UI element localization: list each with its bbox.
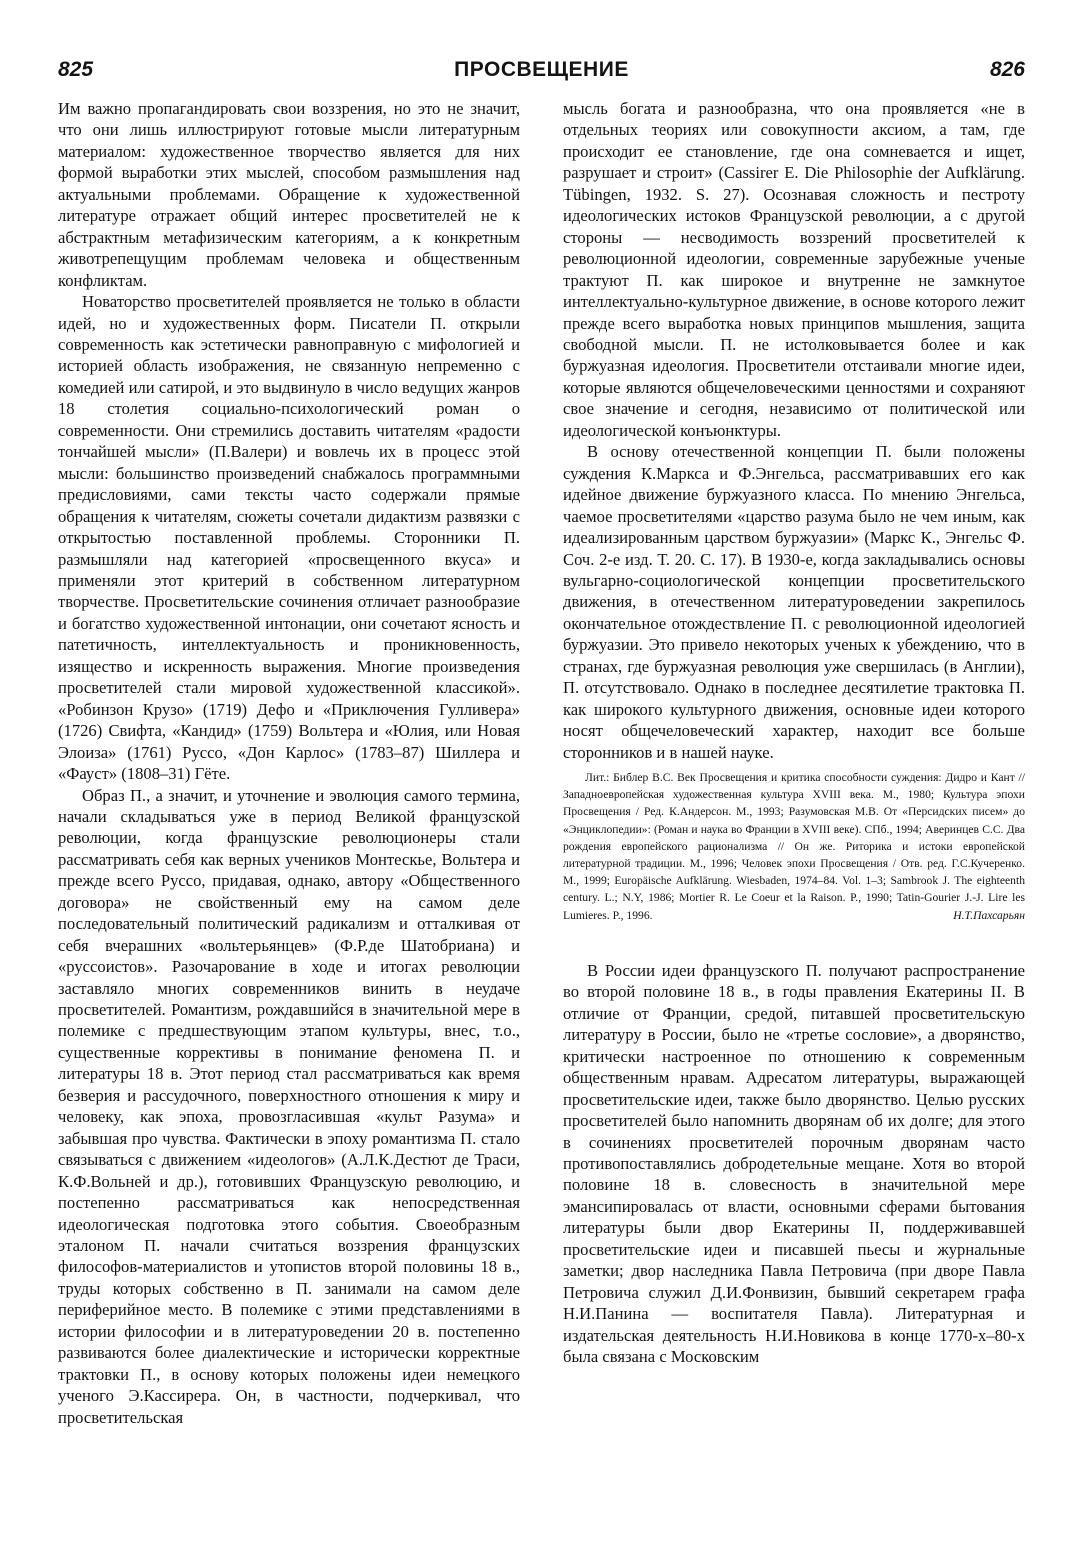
text-columns xyxy=(58,98,1025,1428)
article-author: Н.Т.Пахсарьян xyxy=(953,908,1025,922)
section-gap xyxy=(563,924,1025,960)
paragraph: мысль богата и разнообразна, что она проявляется «не в отдельных теориях или совокупности аксиом, а там, где происходит ее становление, где она сомневается и ищет, разрушает и строит» (Cassirer E. Die Philosophie der Aufklärung. Tübingen, 1932. S. 27). Осознавая сложность и пестроту идеологических истоков Французской революции, а с другой стороны — несводимость воззрений просветителей к революционной идеологии, современные зарубежные ученые трактуют П. как широкое и внутренне не замкнутое интеллектуально-культурное движение, в основе которого лежит прежде всего выработка новых принципов мышления, защита свободной мысли. П. не истолковывается более и как буржуазная идеология. Просветители отстаивали многие идеи, которые являются общечеловеческими ценностями и сохраняют свое значение и сегодня, независимо от политической или идеологической конъюнктуры. xyxy=(563,99,1025,440)
paragraph: В России идеи французского П. получают распространение во второй половине 18 в., в годы правления Екатерины II. В отличие от Франции, средой, питавшей просветительскую литературу в России, было не «третье сословие», а дворянство, критически настроенное по отношению к современным общественным нравам. Адресатом литературы, выражающей просветительские идеи, также было дворянство. Целью русских просветителей было напомнить дворянам об их долге; для этого в сочинениях просветителей порочным дворянам часто противопоставлялись добродетельные мещане. Хотя во второй половине 18 в. словесность в значительной мере эмансипировалась от власти, основными сферами бытования литературы были двор Екатерины II, поддерживавшей просветительские идеи и писавшей пьесы и журнальные заметки; двор наследника Павла Петровича (при дворе Павла Петровича служил Д.И.Фонвизин, бывший секретарем графа Н.И.Панина — воспитателя Павла). Литературная и издательская деятельность Н.И.Новикова в конце 1770-х–80-х была связана с Московским xyxy=(563,960,1025,1367)
paragraph: Им важно пропагандировать свои воззрения, но это не значит, что они лишь иллюстрируют готовые мысли литературным материалом: художественное творчество является для них формой выработки этих мыслей, способом размышления над актуальными проблемами. Обращение к художественной литературе отражает общий интерес просветителей не к абстрактным метафизическим категориям, а к конкретным животрепещущим проблемам человека и общественным конфликтам. xyxy=(58,99,520,290)
left-column xyxy=(58,98,520,1428)
right-column xyxy=(563,98,1025,1428)
page-number-left: 825 xyxy=(58,58,94,81)
page-header xyxy=(58,58,1025,88)
paragraph: В основу отечественной концепции П. были положены суждения К.Маркса и Ф.Энгельса, рассматривавших его как идейное движение буржуазного класса. По мнению Энгельса, чаемое просветителями «царство разума было не чем иным, как идеализированным царством буржуазии» (Маркс К., Энгельс Ф. Соч. 2-е изд. Т. 20. С. 17). В 1930-е, когда закладывались основы вульгарно-социологической концепции просветительского движения, в отечественном литературоведении закрепилось окончательное отождествление П. с революционной идеологией буржуазии. Это привело некоторых ученых к убеждению, что в странах, где буржуазная революция уже свершилась (в Англии), П. отсутствовало. Однако в последнее десятилетие трактовка П. как широкого культурного движения, основные идеи которого носят общечеловеческий характер, находит все больше сторонников и в нашей науке. xyxy=(563,442,1025,762)
paragraph: Новаторство просветителей проявляется не только в области идей, но и художественных форм. Писатели П. открыли современность как эстетически равноправную с мифологией и историей область изображения, не связанную непременно с комедией или сатирой, и это выдвинуло в число ведущих жанров 18 столетия социально-психологический роман о современности. Они стремились доставить читателям «радости тончайшей мысли» (П.Валери) и вовлечь их в процесс этой мысли: большинство произведений снабжалось программными предисловиями, сами тексты часто содержали прямые обращения к читателям, сюжеты сочетали дидактизм развязки с открытостью поставленной проблемы. Сторонники П. размышляли над категорией «просвещенного вкуса» и применяли этот критерий в собственном литературном творчестве. Просветительские сочинения отличает разнообразие и богатство художественной интонации, они сочетают ясность и патетичность, интеллектуальность и проникновенность, изящество и искренность выражения. Многие произведения просветителей стали мировой художественной классикой». «Робинзон Крузо» (1719) Дефо и «Приключения Гулливера» (1726) Свифта, «Кандид» (1759) Вольтера и «Юлия, или Новая Элоиза» (1761) Руссо, «Дон Карлос» (1783–87) Шиллера и «Фауст» (1808–31) Гёте. xyxy=(58,292,520,784)
literature-references xyxy=(563,769,1025,924)
literature-text: Лит.: Библер В.С. Век Просвещения и критика способности суждения: Дидро и Кант // Западноевропейская художественная культура XVIII века. М., 1980; Культура эпохи Просвещения / Ред. К.Андерсон. М., 1993; Разумовская М.В. От «Персидских писем» до «Энциклопедии»: (Роман и наука во Франции в XVIII веке). СПб., 1994; Аверинцев С.С. Два рождения европейского рационализма // Он же. Риторика и истоки европейской литературной традиции. М., 1996; Человек эпохи Просвещения / Отв. ред. Г.С.Кучеренко. М., 1999; Europäische Aufklärung. Wiesbaden, 1974–84. Vol. 1–3; Sambrook J. The eighteenth century. L.; N.Y, 1986; Mortier R. Le Coeur et la Raison. P., 1990; Tatin-Gourier J.-J. Lire les Lumieres. P., 1996. xyxy=(563,771,1025,922)
page-number-right: 826 xyxy=(989,58,1025,81)
paragraph: Образ П., а значит, и уточнение и эволюция самого термина, начали складываться уже в период Великой французской революции, когда французские революционеры стали рассматривать себя как верных учеников Монтескье, Вольтера и прежде всего Руссо, придавая, однако, автору «Общественного договора» не свойственный ему на самом деле последовательный политический радикализм и отталкивая от себя вчерашних «вольтерьянцев» (Ф.Р.де Шатобриана) и «руссоистов». Разочарование в ходе и итогах революции заставляло многих современников винить в неудаче просветителей. Романтизм, рождавшийся в значительной мере в полемике с предшествующим этапом культуры, внес, т.о., существенные коррективы в понимание феномена П. и литературы 18 в. Этот период стал рассматриваться как время безверия и рассудочного, поверхностного отношения к миру и человеку, как эпоха, провозгласившая «культ Разума» и забывшая про чувства. Фактически в эпоху романтизма П. стало связываться с движением «идеологов» (А.Л.К.Дестют де Траси, К.Ф.Вольней и др.), готовивших Французскую революцию, и постепенно рассматриваться как непосредственная идеологическая подготовка этого события. Своеобразным эталоном П. начали считаться воззрения французских философов-материалистов и утопистов второй половины 18 в., труды которых собственно в П. занимали на самом деле периферийное место. В полемике с этими представлениями в истории философии и в литературоведении 20 в. постепенно развиваются более диалектические и исторически корректные трактовки П., в основу которых положены идеи немецкого ученого Э.Кассирера. Он, в частности, подчеркивал, что просветительская xyxy=(58,785,520,1427)
running-head-title: ПРОСВЕЩЕНИЕ xyxy=(454,58,629,81)
